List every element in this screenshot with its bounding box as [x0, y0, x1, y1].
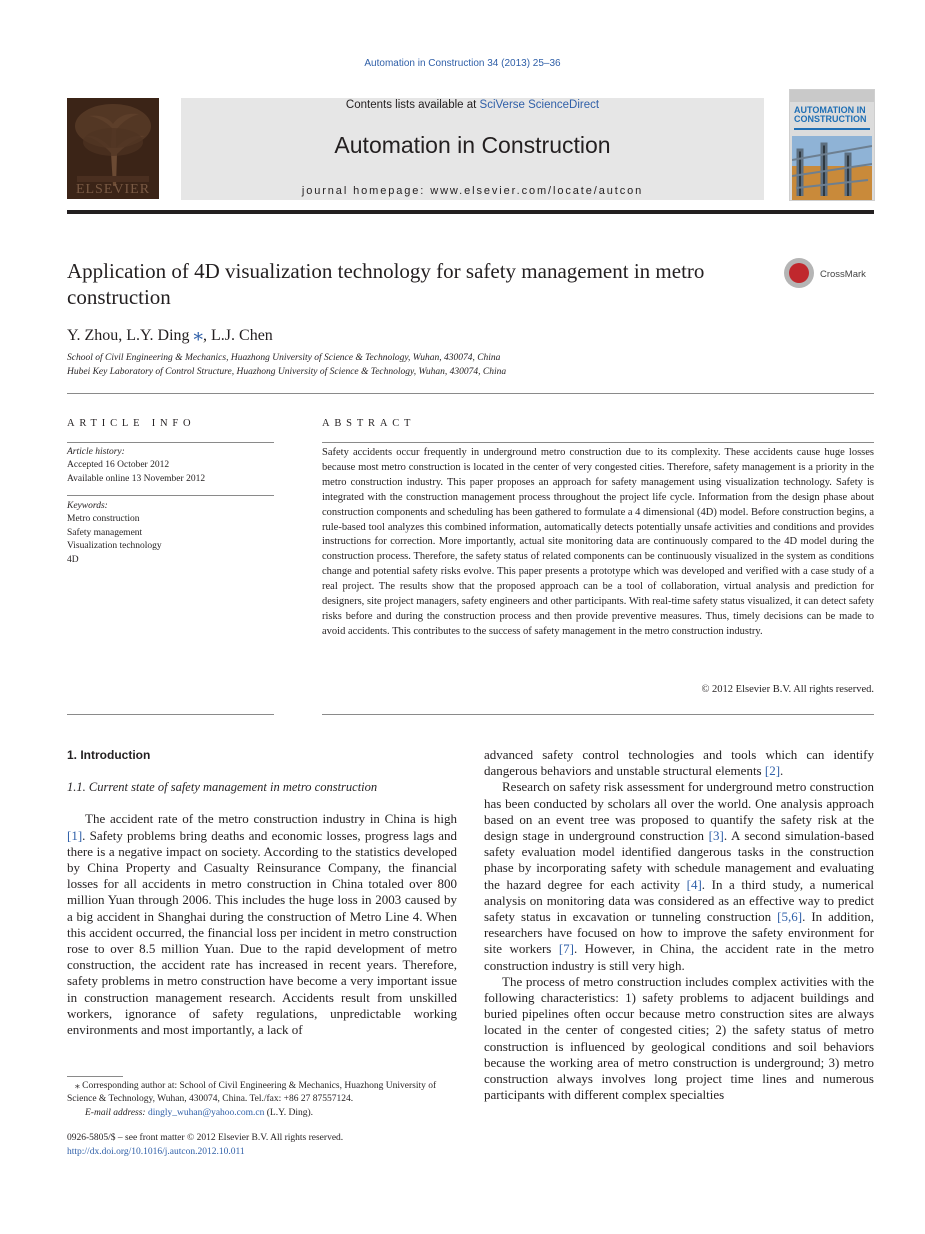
contents-prefix: Contents lists available at	[345, 99, 480, 111]
corresponding-author-star[interactable]: ⁎	[193, 324, 204, 345]
corresponding-author-footnote	[67, 1080, 457, 1120]
paragraph	[484, 779, 874, 973]
citation-link-7[interactable]: [7]	[558, 941, 574, 957]
doi-line	[67, 1147, 245, 1157]
header-rule	[67, 210, 874, 214]
keyword-item: Safety management	[67, 527, 143, 538]
author-email-link[interactable]: dingly_wuhan@yahoo.com.cn	[147, 1107, 265, 1118]
keywords-block	[67, 500, 274, 567]
author-list	[67, 323, 273, 346]
paragraph-text: . A second simulation-based safety evaluation model identified dangerous tasks in the construction phase by incorporating safety with schedule management and evaluating the hazard degree for each activity	[484, 828, 874, 892]
crossmark-label: CrossMark	[820, 269, 866, 280]
elsevier-logo	[67, 98, 159, 199]
contents-line	[181, 99, 764, 111]
body-left-column	[67, 747, 457, 1038]
article-history	[67, 446, 274, 486]
cover-top-band	[790, 90, 874, 102]
journal-title: Automation in Construction	[334, 132, 611, 158]
issn-line: 0926-5805/$ – see front matter © 2012 Elsevier B.V. All rights reserved.	[67, 1133, 344, 1143]
author-ding: L.Y. Ding	[126, 327, 194, 344]
keywords-rule	[67, 495, 274, 496]
history-label: Article history:	[67, 447, 125, 457]
abstract-rule	[322, 442, 874, 443]
affiliation-2: Hubei Key Laboratory of Control Structure, Huazhong University of Science & Technology, Wuhan, 430074, China	[67, 367, 507, 377]
paragraph: The process of metro construction includes complex activities with the following characteristics: 1) safety problems to adjacent buildings and buried pipelines often occur because metro construction sites are always located in the center of congested cities; 2) the safety status of metro construction is influenced by geological conditions and soil behaviors because the working area of metro construction is underground; 3) metro construction always involves long project time lines and numerous participants with different complex specialties	[484, 973, 874, 1103]
abstract-copyright: © 2012 Elsevier B.V. All rights reserved.	[701, 684, 874, 695]
subsection-heading: 1.1. Current state of safety management in metro construction	[67, 780, 378, 795]
email-suffix: (L.Y. Ding).	[264, 1107, 314, 1118]
paragraph-text: Research on safety risk assessment for underground metro construction has been conducted by scholars all over the world. One analysis approach based on an event tree was proposed to quantify the safety risk at the design stage in underground construction	[484, 779, 874, 844]
sciverse-link[interactable]: SciVerse ScienceDirect	[479, 99, 600, 111]
cover-construction-image	[792, 136, 872, 200]
keyword-item: Metro construction	[67, 514, 140, 525]
doi-link[interactable]: http://dx.doi.org/10.1016/j.autcon.2012.10.011	[67, 1147, 245, 1157]
info-bottom-rule	[67, 714, 274, 715]
paragraph-text: . In addition, researchers have focused on how to improve the safety environment for site workers	[484, 909, 875, 957]
paragraph-text: . Safety problems bring deaths and economic losses, progress lags and there is a negative impact on society. According to the statistics developed by China Property and Casualty Reinsurance Company, the financial losses for all accidents in metro construction in China totaled over 800 million Yuan through 2006. This includes the huge loss in 2003 caused by a big accident in Shanghai during the construction of Metro Line 4. When this accident occurred, the financial loss per incident in metro construction rose to over 8.5 million Yuan. Due to the rapid development of metro construction, the accident rate has increased in recent years. Therefore, safety problems in metro construction have become a very important issue in construction management research. Accidents result from unskilled workers, ignorance of safety regulations, unpredictable working environments and most importantly, a lack of	[67, 827, 457, 1038]
abstract-heading: ABSTRACT	[322, 418, 416, 429]
accepted-date: Accepted 16 October 2012	[67, 460, 170, 471]
abstract-bottom-rule	[322, 714, 874, 715]
footnote-star: ⁎	[75, 1081, 80, 1091]
journal-homepage	[181, 185, 764, 197]
journal-cover[interactable]	[789, 89, 875, 201]
paragraph-text: advanced safety control technologies and tools which can identify dangerous behaviors and unstable structural elements	[484, 747, 874, 779]
article-info-rule	[67, 442, 274, 443]
paragraph	[67, 811, 457, 1038]
keyword-item: 4D	[67, 554, 79, 565]
article-info-heading: ARTICLE INFO	[67, 418, 196, 429]
citation-link-5-6[interactable]: [5,6]	[777, 909, 803, 925]
footnote-text: Corresponding author at: School of Civil Engineering & Mechanics, Huazhong University of Science & Technology, Wuhan, 430074, China. Tel./fax: +86 27 87557124.	[67, 1081, 437, 1105]
article-title: Application of 4D visualization technology for safety management in metro construction	[67, 259, 705, 309]
paragraph-text: . However, in China, the accident rate in the metro construction industry is still very high.	[484, 941, 874, 973]
section-heading: 1. Introduction	[67, 748, 151, 762]
crossmark-inner-icon	[789, 263, 809, 283]
crossmark-badge[interactable]	[782, 257, 877, 291]
keyword-item: Visualization technology	[67, 541, 162, 552]
affiliation-1: School of Civil Engineering & Mechanics, Huazhong University of Science & Technology, Wuhan, 430074, China	[67, 353, 501, 363]
paragraph-text: The accident rate of the metro construction industry in China is high	[85, 811, 457, 827]
citation-link-1[interactable]: [1]	[67, 827, 83, 843]
abstract-text: Safety accidents occur frequently in underground metro construction due to its complexity. These accidents cause huge losses because most metro construction is located in the center of very congested cities. Therefore, safety management is a priority in the metro construction industry. This paper proposes an approach for safety management using visualization technology. Safety is integrated with the construction management process throughout the project life cycle. Information from the design phase about construction components and scheduling has been gathered to formulate a 4 dimensional (4D) model. Before construction begins, a rule-based tool analyzes this combined information, automatically detects potentially unsafe activities and conditions and provides instructions for correction. More importantly, actual site monitoring data are continuously compared to the 4D model during the construction process. Therefore, the safety status of related components can be continuously visualized in the system as conditions change and potential safety risks evolve. This paper presents a prototype which was developed and verified with a case study of a real project. The results show that the proposed approach can be a tool of collaboration, virtual analysis and prediction for designers, site project managers, safety engineers and other participants. With real-time safety status visualized, it can detect safety risks before and during the construction process and then provide preventive measures. Thus, timely decisions can be made to avoid accidents. This contributes to the success of safety management in the metro construction industry.	[322, 447, 874, 637]
author-chen: , L.J. Chen	[203, 327, 273, 344]
cover-title: AUTOMATION IN CONSTRUCTION	[794, 105, 867, 124]
footnote-rule	[67, 1076, 123, 1077]
body-right-column	[484, 747, 874, 1103]
homepage-url[interactable]: www.elsevier.com/locate/autcon	[430, 185, 644, 197]
elsevier-wordmark: ELSEVIER	[75, 182, 151, 197]
cover-rule	[794, 128, 870, 130]
journal-masthead	[181, 98, 764, 200]
paragraph-text: . In a third study, a numerical analysis on monitoring data was considered as an effective way to predict safety status in excavation or tunneling construction	[484, 876, 874, 925]
citation-link-3[interactable]: [3]	[708, 828, 724, 844]
author-zhou: Y. Zhou,	[67, 327, 127, 344]
email-label: E-mail address:	[85, 1107, 148, 1118]
journal-citation[interactable]: Automation in Construction 34 (2013) 25–36	[364, 58, 561, 69]
citation-link-4[interactable]: [4]	[686, 876, 702, 892]
homepage-prefix: journal homepage:	[301, 185, 431, 197]
citation-link-2[interactable]: [2]	[764, 763, 781, 779]
keywords-label: Keywords:	[67, 501, 108, 511]
online-date: Available online 13 November 2012	[67, 473, 206, 484]
paragraph-text: .	[780, 763, 784, 779]
title-divider	[67, 393, 874, 394]
paragraph	[484, 747, 874, 779]
